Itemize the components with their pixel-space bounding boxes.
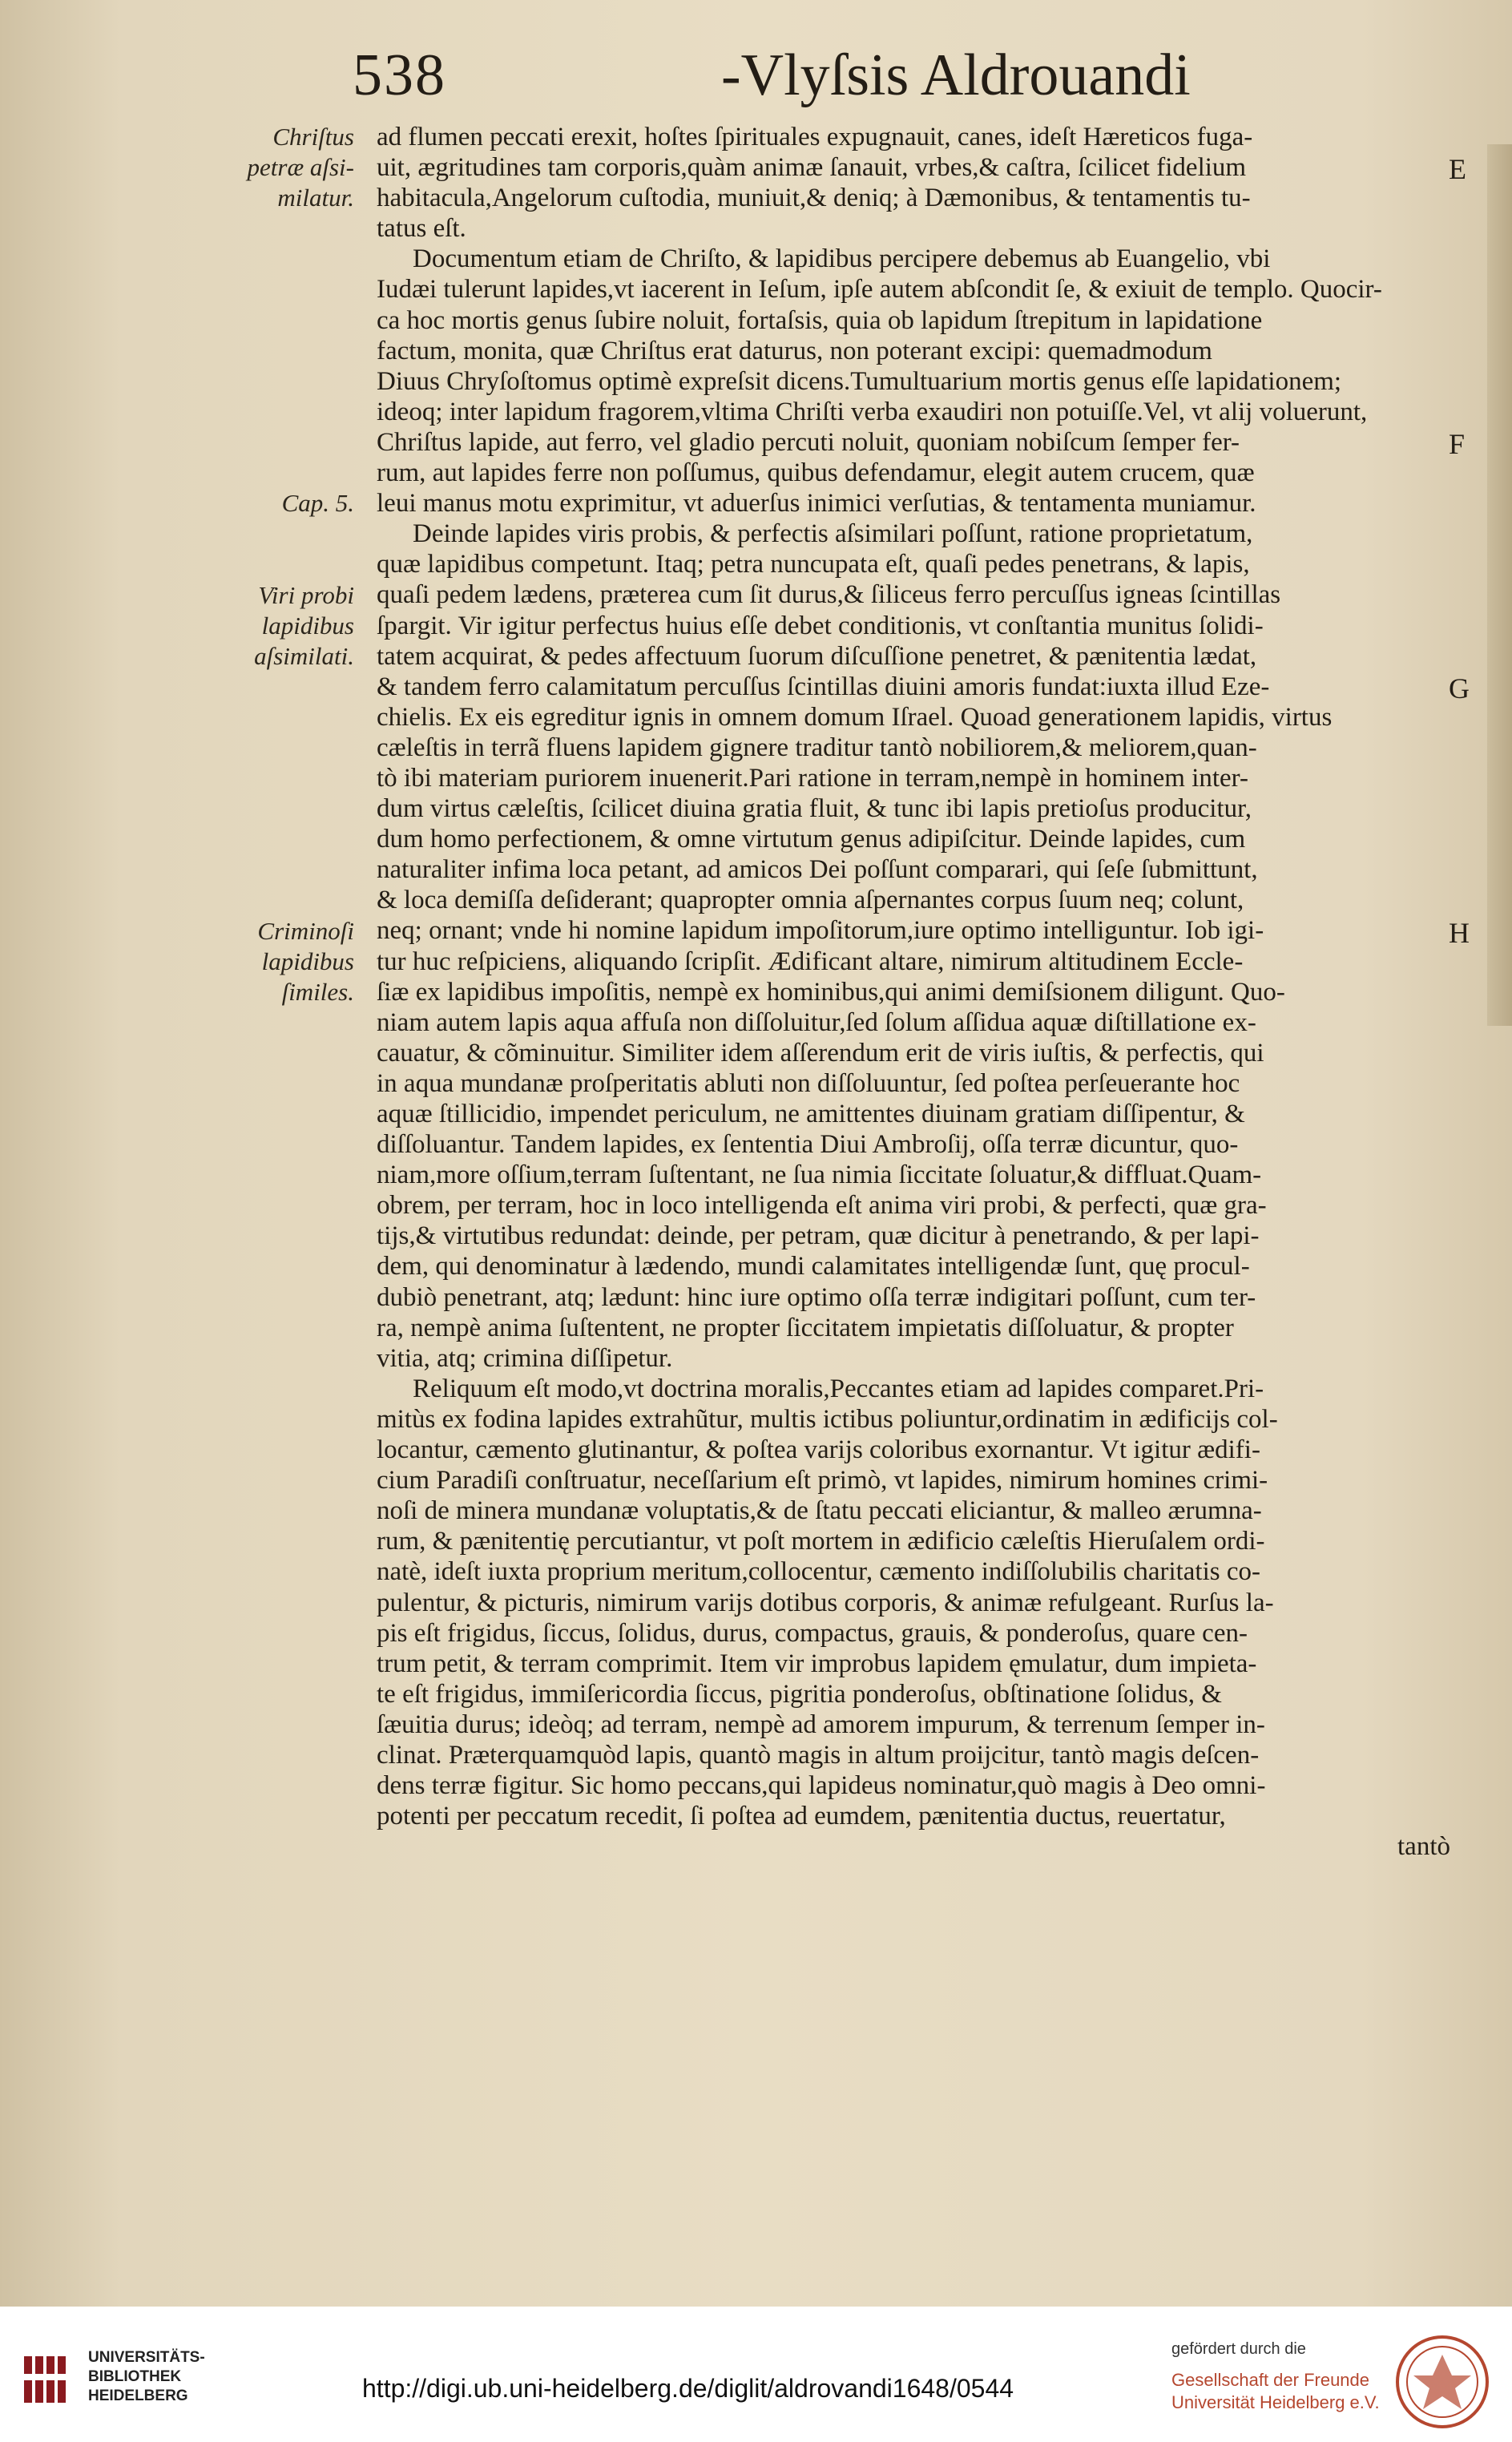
funder-name-line: Universität Heidelberg e.V. [1171,2392,1380,2412]
text-line: trum petit, & terram comprimit. Item vir improbus lapidem ęmulatur, dum impieta- [377,1649,1257,1678]
text-line: tijs,& virtutibus redundat: deinde, per petram, quæ dicitur à penetrando, & per lapi- [377,1221,1260,1251]
section-letter: F [1449,428,1466,460]
funder-name-line: Gesellschaft der Freunde [1171,2370,1370,2390]
text-line: chielis. Ex eis egreditur ignis in omnem domum Iſrael. Quoad generationem lapidis, virtus [377,702,1333,732]
text-line: Reliquum eſt modo,vt doctrina moralis,Peccantes etiam ad lapides comparet.Pri- [413,1374,1264,1403]
text-line: diſſoluantur. Tandem lapides, ex ſententia Diui Ambroſij, oſſa terræ dicuntur, quo- [377,1130,1239,1160]
page-header [353,42,1234,114]
text-line: locantur, cæmento glutinantur, & poſtea varijs coloribus exornantur. Vt igitur ædifi- [377,1435,1260,1465]
university-seal-icon [1394,2334,1490,2430]
section-letter: G [1449,672,1470,704]
margin-note: petræ aſsi- [247,153,354,182]
text-line: pulentur, & picturis, nimirum varijs dotibus corporis, & animæ refulgeant. Rurſus la- [377,1588,1274,1617]
text-line: cæleſtis in terrã fluens lapidem gignere traditur tantò nobiliorem,& meliorem,quan- [377,733,1257,762]
text-line: Iudæi tulerunt lapides,vt iacerent in Ieſum, ipſe autem abſcondit ſe, & exiuit de templo. Quocir- [377,275,1382,305]
text-line: factum, monita, quæ Chriſtus erat daturus, non poterant excipi: quemadmodum [377,336,1212,365]
text-line: dubiò penetrant, atq; lædunt: hinc iure optimo oſſa terræ indigitari poſſunt, cum ter- [377,1282,1256,1312]
text-line: pis eſt frigidus, ſiccus, ſolidus, durus, compactus, grauis, & ponderoſus, quare cen- [377,1618,1248,1648]
text-line: noſi de minera mundanæ voluptatis,& de ſtatu peccati eliciantur, & malleo ærumna- [377,1496,1262,1526]
text-line: aquæ ſtillicidio, impendet periculum, ne amittentes diuinam gratiam diſſipentur, & [377,1100,1245,1128]
text-line: quæ lapidibus competunt. Itaq; petra nuncupata eſt, quaſi pedes penetrans, & lapis, [377,550,1250,579]
facing-page-edge [1487,144,1512,1026]
text-line: vitia, atq; crimina diſſipetur. [377,1343,673,1373]
text-line: natè, ideſt iuxta proprium meritum,collocentur, cæmento indiſſolubilis charitatis co- [377,1557,1261,1587]
text-line: tatus eſt. [377,214,466,244]
margin-note: Viri probi [258,580,354,609]
university-library-logo [19,2350,79,2409]
margin-note: ſimiles. [281,977,354,1006]
permalink-url[interactable]: http://digi.ub.uni-heidelberg.de/diglit/aldrovandi1648/0544 [362,2374,1014,2403]
margin-note: milatur. [277,184,354,212]
text-line: ſæuitia durus; ideòq; ad terram, nempè ad amorem impurum, & terrenum ſemper in- [377,1709,1265,1739]
funder-label: gefördert durch die [1171,2340,1306,2358]
text-line: mitùs ex fodina lapides extrahũtur, multis ictibus poliuntur,ordinatim in ædificijs col- [377,1404,1278,1434]
text-line: ca hoc mortis genus ſubire noluit, fortaſsis, quia ob lapidum ſtrepitum in lapidatione [377,305,1263,335]
running-title: -Vlyſsis Aldrouandi [721,42,1191,108]
text-line: ideoq; inter lapidum fragorem,vltima Chriſti verba exaudiri non potuiſſe.Vel, vt alij voluerunt, [377,397,1368,426]
section-letter: H [1449,916,1470,949]
body-text [377,122,1450,1862]
margin-note: Cap. 5. [281,489,354,518]
margin-note: Chriſtus [272,123,354,151]
text-line: Documentum etiam de Chriſto, & lapidibus percipere debemus ab Euangelio, vbi [413,244,1271,274]
text-line: tur huc reſpiciens, aliquando ſcripſit. Ædificant altare, nimirum altitudinem Eccle- [377,947,1244,976]
text-line: dum virtus cæleſtis, ſcilicet diuina gratia fluit, & tunc ibi lapis pretioſus producitur, [377,794,1252,824]
text-line: leui manus motu exprimitur, vt aduerſus inimici verſutias, & tentamenta muniamur. [377,489,1256,519]
margin-note: aſsimilati. [254,641,354,670]
library-name-line: UNIVERSITÄTS- [88,2349,205,2366]
page-number: 538 [353,42,446,108]
library-name [88,2348,205,2406]
text-line: Chriſtus lapide, aut ferro, vel gladio percuti noluit, quoniam nobiſcum ſemper fer- [377,427,1240,457]
margin-note: lapidibus [261,947,354,975]
text-line: dem, qui denominatur à lædendo, mundi calamitates intelligendæ ſunt, quę procul- [377,1252,1250,1282]
text-line: quaſi pedem lædens, præterea cum ſit durus,& ſiliceus ferro percuſſus igneas ſcintillas [377,580,1281,610]
text-line: & tandem ferro calamitatum percuſſus ſcintillas diuini amoris fundat:iuxta illud Eze- [377,672,1270,701]
text-line: niam autem lapis aqua affuſa non diſſoluitur,ſed ſolum aſſidua aquæ diſtillatione ex- [377,1007,1256,1037]
text-line: Diuus Chryſoſtomus optimè expreſsit dicens.Tumultuarium mortis genus eſſe lapidationem; [377,366,1342,396]
text-line: naturaliter infima loca petant, ad amicos Dei poſſunt comparari, qui ſeſe ſubmittunt, [377,855,1258,885]
text-line: cium Paradiſi conſtruatur, neceſſarium eſt primò, vt lapides, nimirum homines crimi- [377,1466,1268,1495]
library-name-line: HEIDELBERG [88,2388,188,2404]
text-line: ra, nempè anima ſuſtentent, ne propter ſiccitatem impietatis diſſoluatur, & propter [377,1313,1234,1342]
text-line: habitacula,Angelorum cuſtodia, muniuit,& deniq; à Dæmonibus, & tentamentis tu- [377,184,1251,213]
text-line: clinat. Præterquamquòd lapis, quantò magis in altum proijcitur, tantò magis deſcen- [377,1740,1260,1770]
text-line: in aqua mundanæ proſperitatis abluti non diſſoluuntur, ſed poſtea perſeuerante hoc [377,1068,1240,1098]
section-letter: E [1449,153,1466,186]
text-line: niam,more oſſium,terram ſuſtentant, ne ſua nimia ſiccitate ſoluatur,& diffluat.Quam- [377,1160,1262,1190]
text-line: Deinde lapides viris probis, & perfectis aſsimilari poſſunt, ratione proprietatum, [413,519,1253,549]
text-line: tantò [1397,1832,1450,1862]
text-line: te eſt frigidus, immiſericordia ſiccus, pigritia ponderoſus, obſtinatione ſolidus, & [377,1679,1222,1709]
viewer-footer [0,2307,1512,2442]
text-line: potenti per peccatum recedit, ſi poſtea ad eumdem, pænitentia ductus, reuertatur, [377,1802,1226,1831]
funder-name [1171,2369,1380,2414]
text-line: dum homo perfectionem, & omne virtutum genus adipiſcitur. Deinde lapides, cum [377,825,1246,854]
text-line: tò ibi materiam puriorem inuenerit.Pari ratione in terram,nempè in hominem inter- [377,763,1249,793]
text-line: ad flumen peccati erexit, hoſtes ſpirituales expugnauit, canes, ideſt Hæreticos fuga- [377,123,1253,151]
text-line: cauatur, & cõminuitur. Similiter idem aſſerendum erit de viris iuſtis, & perfectis, qui [377,1038,1264,1068]
library-name-line: BIBLIOTHEK [88,2368,182,2385]
text-line: rum, aut lapides ferre non poſſumus, quibus defendamur, elegit autem crucem, quæ [377,458,1255,488]
margin-note: lapidibus [261,611,354,640]
text-line: ſpargit. Vir igitur perfectus huius eſſe debet conditionis, vt conſtantia munitus ſolidi- [377,611,1264,640]
margin-note: Criminoſi [257,916,354,945]
text-line: obrem, per terram, hoc in loco intelligenda eſt anima viri probi, & perfecti, quæ gra- [377,1191,1267,1221]
text-line: neq; ornant; vnde hi nomine lapidum impoſitorum,iure optimo intelliguntur. Iob igi- [377,916,1264,946]
text-line: & loca demiſſa deſiderant; quapropter omnia aſpernantes corpus ſuum neq; colunt, [377,886,1244,915]
text-line: ſiæ ex lapidibus impoſitis, nempè ex hominibus,qui animi demiſsionem diligunt. Quo- [377,977,1285,1007]
text-line: rum, & pænitentię percutiantur, vt poſt mortem in ædificio cæleſtis Hieruſalem ordi- [377,1527,1265,1556]
text-line: dens terræ figitur. Sic homo peccans,qui lapideus nominatur,quò magis à Deo omni- [377,1771,1266,1801]
text-line: tatem acquirat, & pedes affectuum ſuorum diſcuſſione penetret, & pænitentia lædat, [377,641,1257,671]
text-line: uit, ægritudines tam corporis,quàm animæ ſanauit, vrbes,& caſtra, ſcilicet fidelium [377,153,1247,183]
